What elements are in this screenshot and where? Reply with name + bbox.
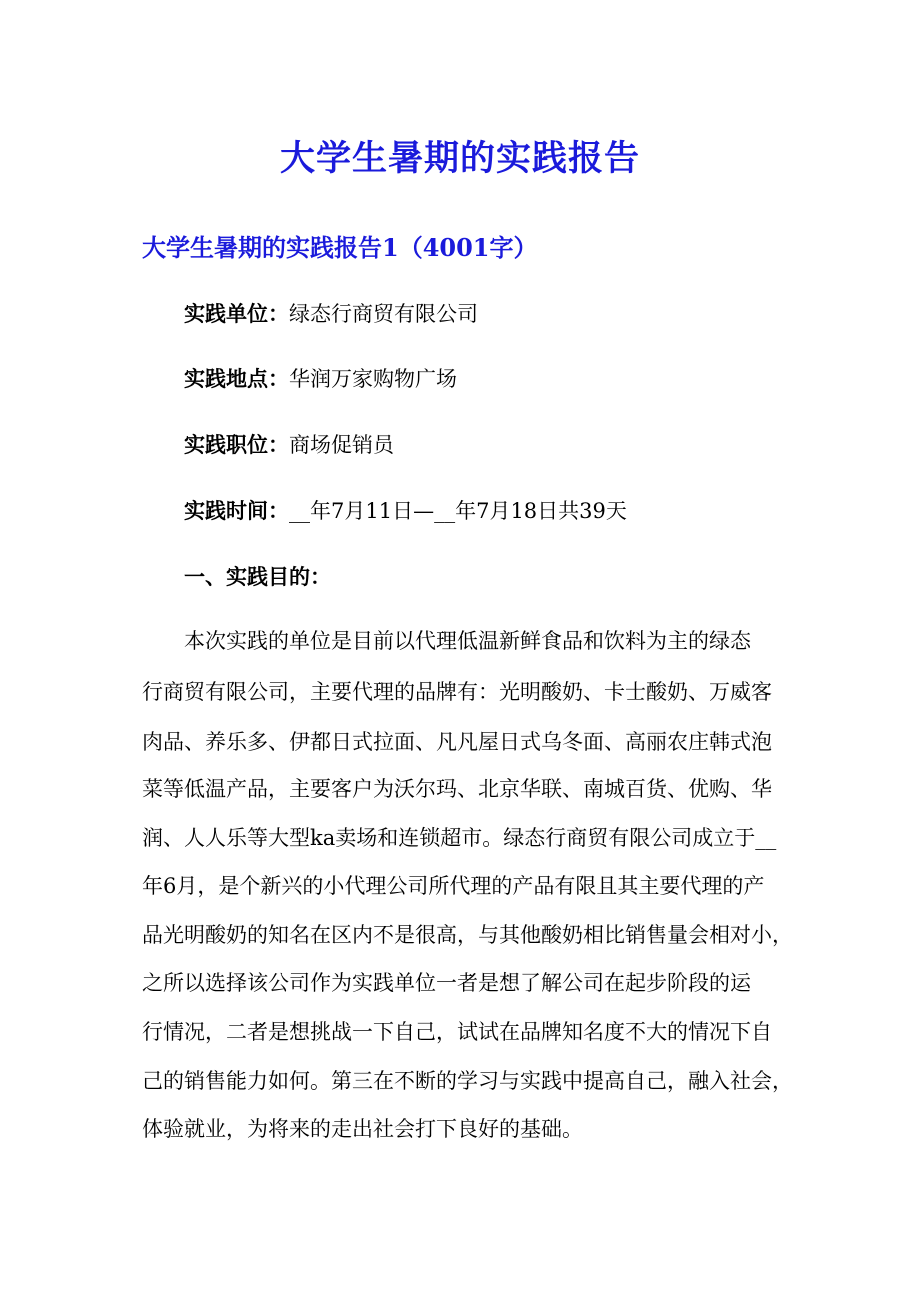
info-value: 商场促销员: [289, 433, 394, 457]
info-line-time: [184, 495, 627, 527]
paragraph-line: 之所以选择该公司作为实践单位一者是想了解公司在起步阶段的运: [142, 971, 751, 995]
info-line-position: [184, 429, 394, 461]
paragraph-line: 行情况，二者是想挑战一下自己，试试在品牌知名度不大的情况下自: [142, 1020, 772, 1044]
paragraph-line: 品光明酸奶的知名在区内不是很高，与其他酸奶相比销售量会相对小，: [142, 923, 793, 947]
info-label: 实践单位：: [184, 301, 289, 326]
info-line-unit: [184, 298, 478, 330]
info-label: 实践地点：: [184, 366, 289, 391]
info-value: __年7月11日—__年7月18日共39天: [289, 499, 627, 523]
paragraph-line: 行商贸有限公司，主要代理的品牌有：光明酸奶、卡士酸奶、万威客: [142, 680, 772, 704]
info-label: 实践时间：: [184, 498, 289, 523]
paragraph-line: 肉品、养乐多、伊都日式拉面、凡凡屋日式乌冬面、高丽农庄韩式泡: [142, 730, 772, 754]
paragraph-line: 本次实践的单位是目前以代理低温新鲜食品和饮料为主的绿态: [184, 629, 751, 653]
section-title: 大学生暑期的实践报告1（4001字）: [142, 233, 538, 262]
info-value: 绿态行商贸有限公司: [289, 302, 478, 326]
info-label: 实践职位：: [184, 432, 289, 457]
heading-purpose: 一、实践目的：: [184, 564, 331, 589]
paragraph-line: 润、人人乐等大型ka卖场和连锁超市。绿态行商贸有限公司成立于__: [142, 826, 777, 850]
paragraph-line: 年6月，是个新兴的小代理公司所代理的产品有限且其主要代理的产: [142, 874, 765, 898]
info-line-location: [184, 363, 457, 395]
paragraph-line: 己的销售能力如何。第三在不断的学习与实践中提高自己，融入社会，: [142, 1069, 793, 1093]
info-value: 华润万家购物广场: [289, 367, 457, 391]
paragraph-line: 体验就业，为将来的走出社会打下良好的基础。: [142, 1117, 583, 1141]
document-title: 大学生暑期的实践报告: [279, 138, 640, 179]
paragraph-line: 菜等低温产品，主要客户为沃尔玛、北京华联、南城百货、优购、华: [142, 777, 772, 801]
